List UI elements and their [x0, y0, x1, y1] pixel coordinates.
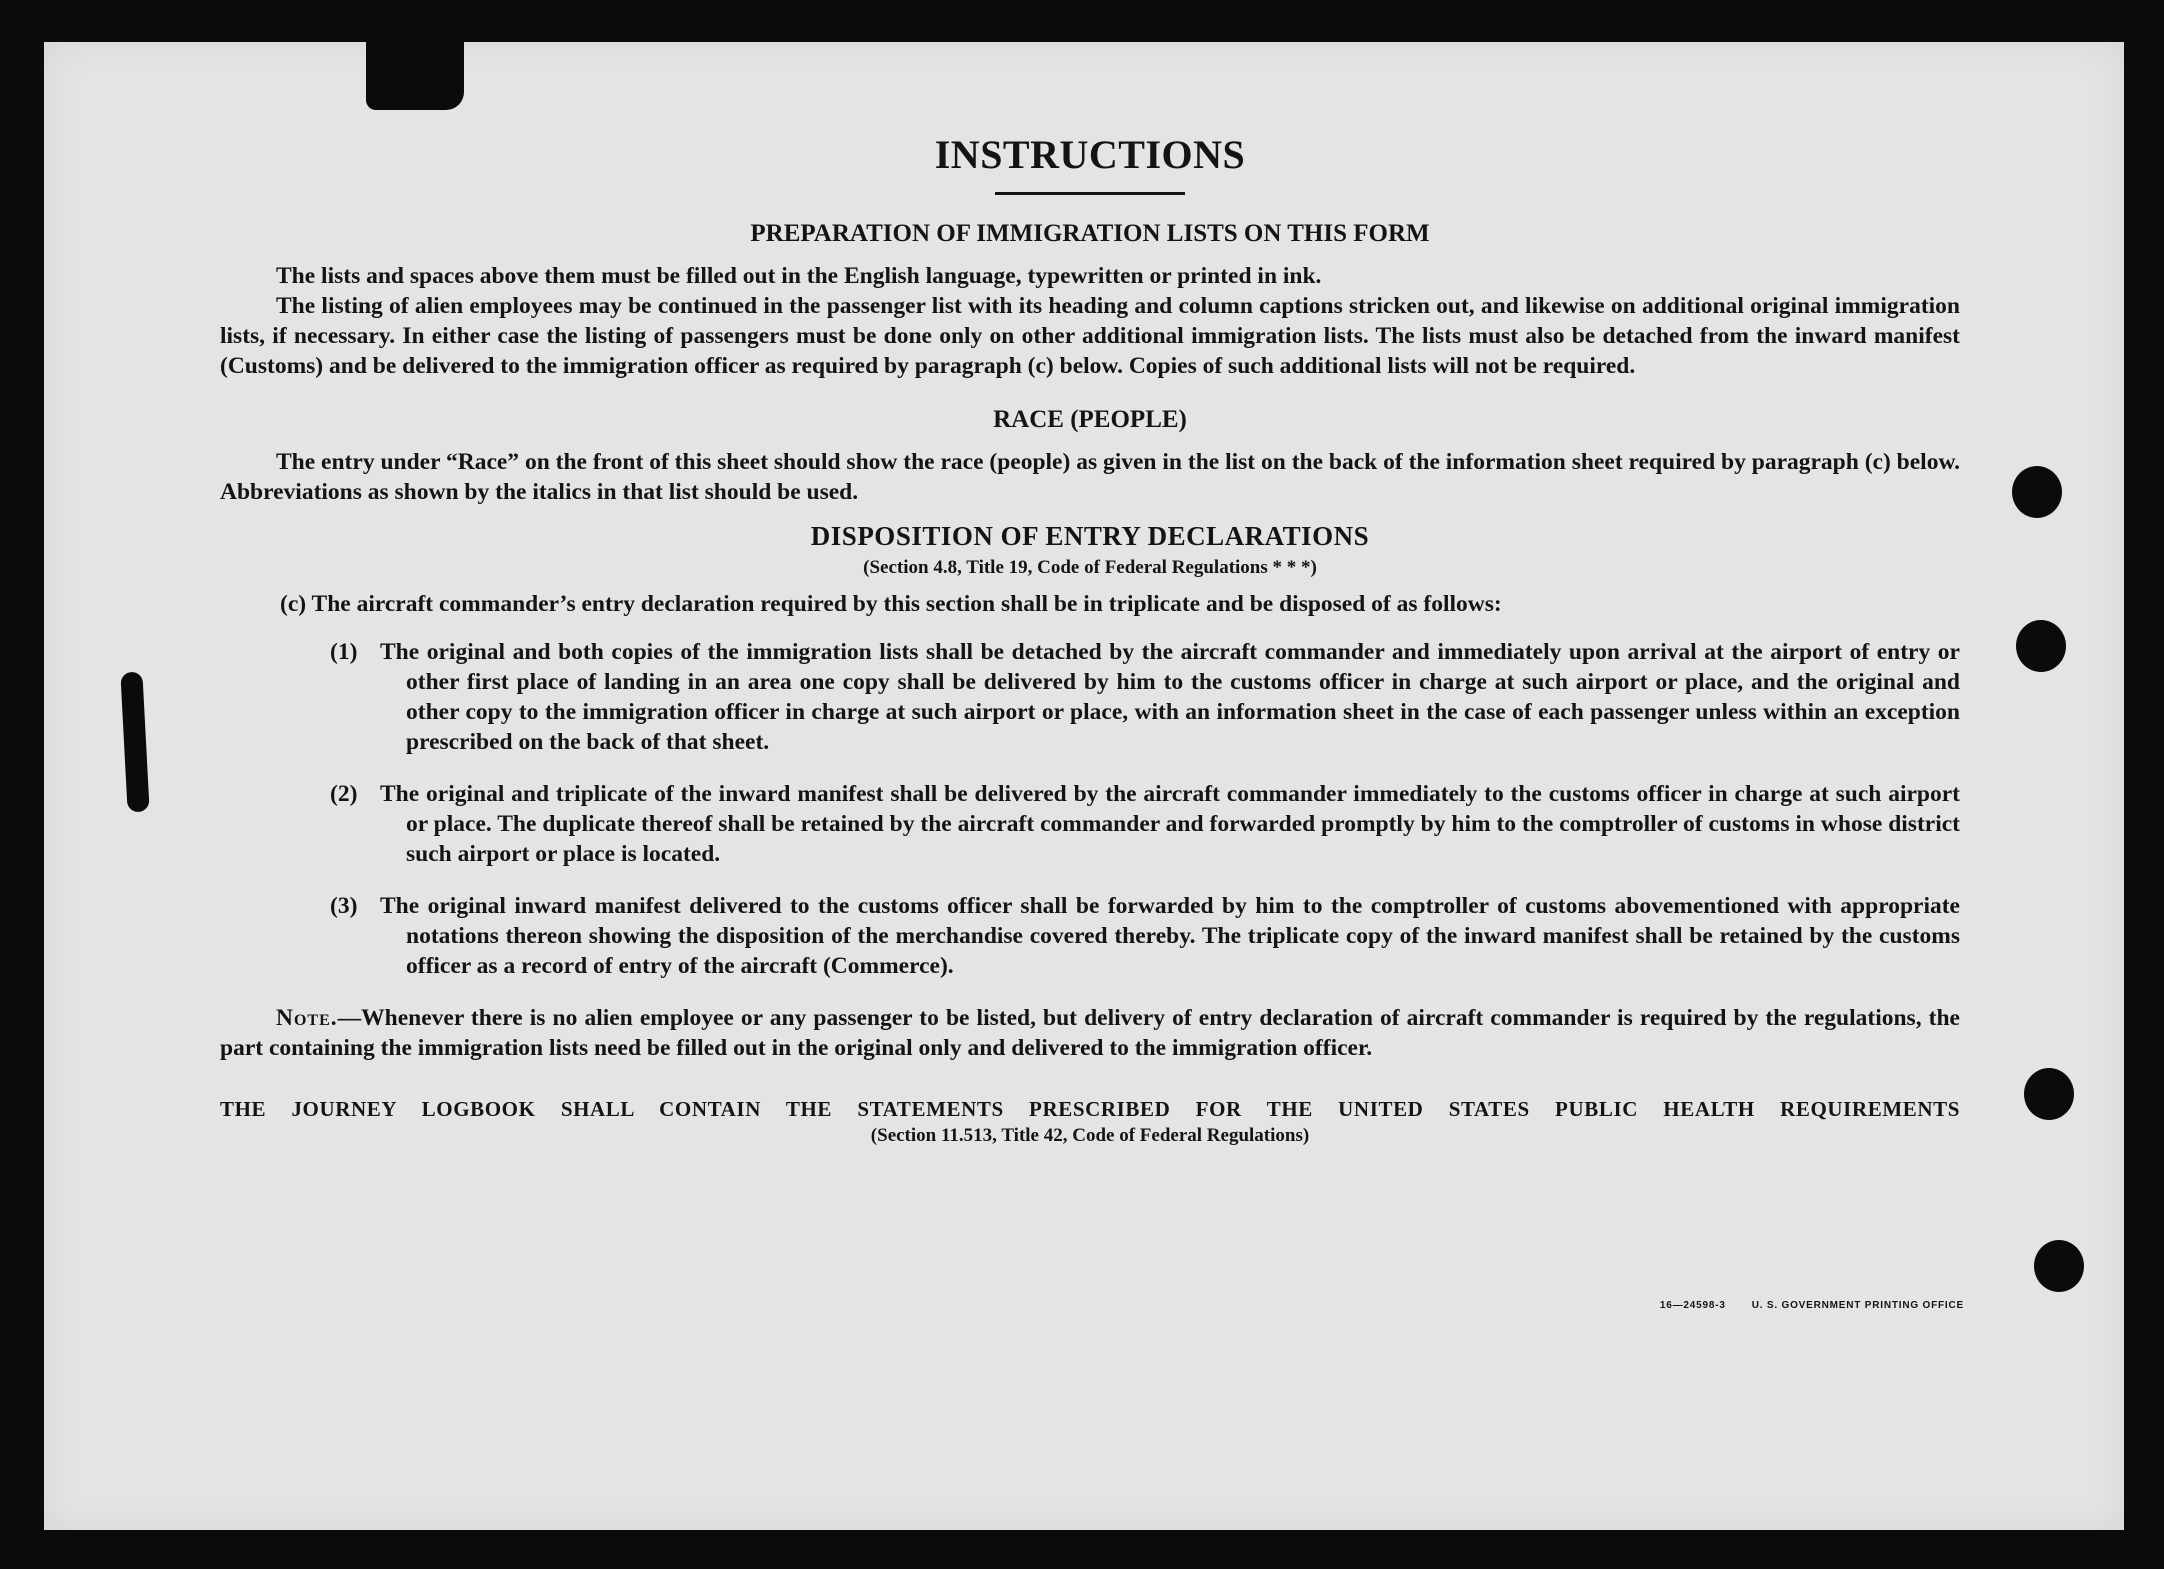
- punch-hole: [2034, 1240, 2084, 1292]
- form-number: 16—24598-3: [1659, 1300, 1726, 1311]
- list-item-2: [330, 779, 1960, 869]
- paragraph-race: The entry under “Race” on the front of this sheet should show the race (people) as given in the list on the back of the information sheet required by paragraph (c) below. Abbreviations as shown by the italics in that list should be used.: [220, 449, 1960, 505]
- item-text: The original and both copies of the immigration lists shall be detached by the aircraft commander and immediately upon arrival at the airport of entry or other first place of landing in an area one copy shall be delivered by him to the customs officer in charge at such airport or place, and the original and other copy to the immigration officer in charge at such airport or place, with an information sheet in the case of each passenger unless within an exception prescribed on the back of that sheet.: [380, 639, 1960, 755]
- section-heading-preparation: PREPARATION OF IMMIGRATION LISTS ON THIS FORM: [750, 220, 1430, 247]
- punch-hole: [2024, 1068, 2074, 1120]
- item-number: (1): [330, 639, 358, 665]
- item-number: (2): [330, 781, 358, 807]
- section-heading-race: RACE (PEOPLE): [993, 406, 1187, 433]
- ink-smudge: [120, 672, 149, 813]
- section-heading-disposition: DISPOSITION OF ENTRY DECLARATIONS: [810, 521, 1370, 551]
- list-item-1: [330, 637, 1960, 757]
- citation-title-42: (Section 11.513, Title 42, Code of Federal Regulations): [870, 1125, 1310, 1146]
- list-item-3: [330, 891, 1960, 981]
- punch-hole: [2012, 466, 2062, 518]
- citation-title-19: (Section 4.8, Title 19, Code of Federal Regulations * * *): [863, 557, 1317, 578]
- item-text: The original inward manifest delivered to the customs officer shall be forwarded by him to the comptroller of customs abovementioned with appropriate notations thereon showing the disposition of the merchandise covered thereby. The triplicate copy of the inward manifest shall be retained by the customs officer as a record of entry of the aircraft (Commerce).: [380, 893, 1960, 979]
- title-underline: [995, 192, 1185, 195]
- document-body: [220, 90, 1960, 1149]
- item-text: The original and triplicate of the inward manifest shall be delivered by the aircraft commander immediately to the customs officer in charge at such airport or place. The duplicate thereof shall be retained by the aircraft commander and forwarded promptly by him to the comptroller of customs in whose district such airport or place is located.: [380, 781, 1960, 867]
- printer-name: U. S. GOVERNMENT PRINTING OFFICE: [1751, 1300, 1964, 1311]
- printer-imprint: [1660, 1300, 1964, 1311]
- paragraph-alien-employees: The listing of alien employees may be continued in the passenger list with its heading and column captions stricken out, and likewise on additional original immigration lists, if necessary. In either case the listing of passengers must be done only on other additional immigration lists. The lists must also be detached from the inward manifest (Customs) and be delivered to the immigration officer as required by paragraph (c) below. Copies of such additional lists will not be required.: [220, 293, 1960, 379]
- item-number: (3): [330, 893, 358, 919]
- paragraph-c-lead: (c) The aircraft commander’s entry declaration required by this section shall be in triplicate and be disposed of as follows:: [280, 591, 1502, 617]
- footer-heading-logbook: THE JOURNEY LOGBOOK SHALL CONTAIN THE STATEMENTS PRESCRIBED FOR THE UNITED STATES PUBLIC HEALTH REQUIREMENTS: [220, 1097, 1960, 1121]
- page-title: INSTRUCTIONS: [934, 132, 1246, 177]
- document-page: [44, 42, 2124, 1530]
- note-paragraph: [220, 1003, 1960, 1063]
- paragraph-english-language: The lists and spaces above them must be filled out in the English language, typewritten or printed in ink.: [276, 263, 1322, 289]
- note-text: —Whenever there is no alien employee or any passenger to be listed, but delivery of entry declaration of aircraft commander is required by the regulations, the part containing the immigration lists need be filled out in the original only and delivered to the immigration officer.: [220, 1005, 1960, 1061]
- note-label: Note.: [276, 1005, 338, 1031]
- punch-hole: [2016, 620, 2066, 672]
